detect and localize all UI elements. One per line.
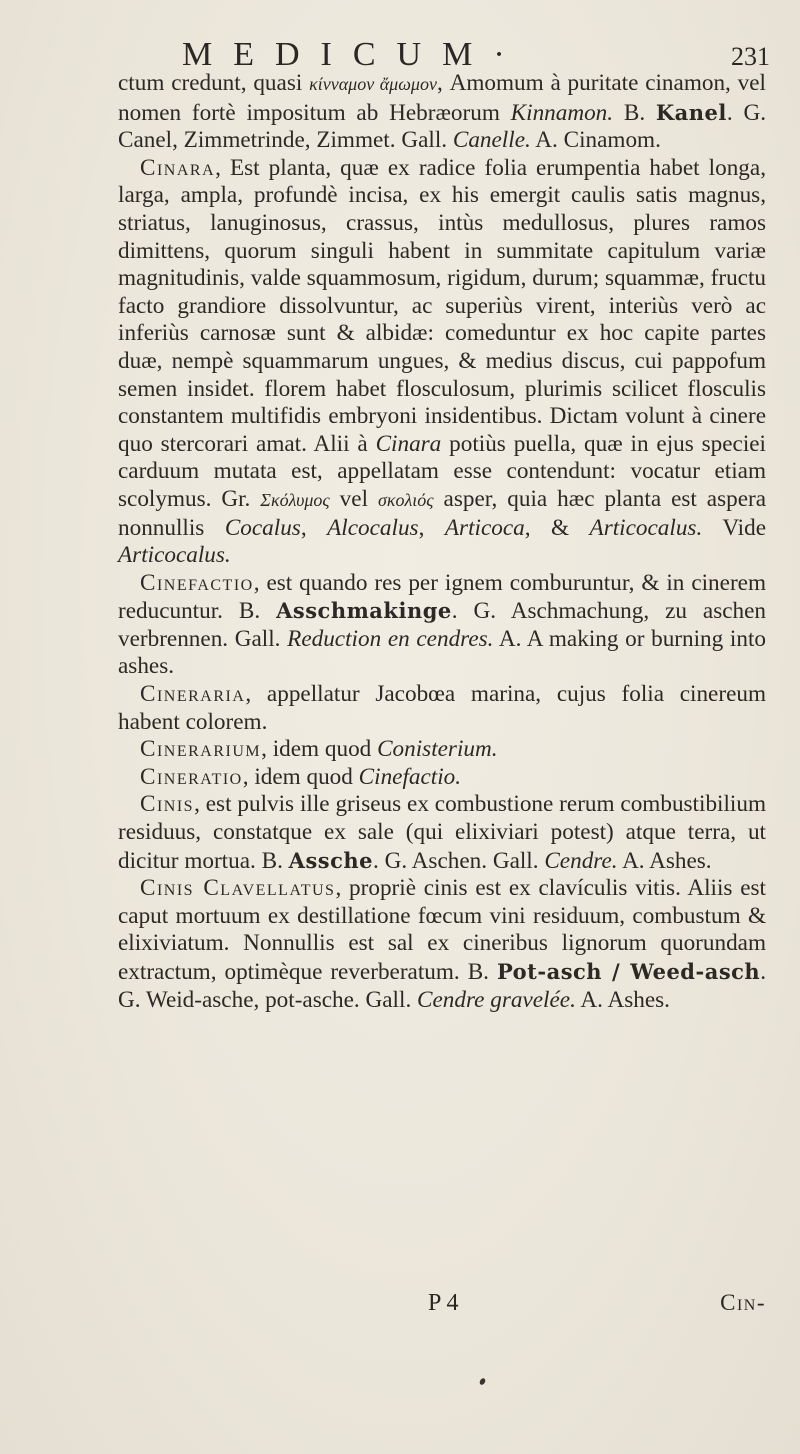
entry-text: , est pulvis ille griseus ex combustione rerum combustibilium residuus, constatque ex sale (qui elixiviari potest) atque terra, ut dicitur mortua. B. bbox=[118, 791, 766, 874]
entry-cinnamomum-cont bbox=[118, 70, 766, 155]
entry-cinerarium bbox=[118, 736, 766, 764]
page-footer bbox=[118, 1280, 766, 1320]
headword: Cinis Clavellatus bbox=[140, 875, 336, 902]
italic-term: Canelle. bbox=[452, 127, 531, 154]
entry-text: , & bbox=[524, 514, 590, 541]
headword: Cineraria bbox=[140, 681, 246, 708]
entry-text: A. Ashes. bbox=[575, 986, 670, 1013]
entry-text: , propriè cinis est ex clavículis vitis. Aliis est caput mortuum ex destillatione fœcum vini residuum, combustum & elixiviatum. Nonnullis est sal ex cineribus lignorum quorundam extractum, optimèque reverberatum. B. bbox=[118, 875, 766, 985]
italic-term: Reduction en cendres. bbox=[287, 625, 494, 652]
entry-text: , bbox=[418, 514, 445, 541]
italic-term: Cocalus bbox=[224, 514, 301, 541]
greek-term: Σκόλυμος bbox=[260, 489, 330, 510]
greek-term: κίνναμον ἄμωμον bbox=[309, 74, 437, 94]
italic-term: Kinnamon. bbox=[510, 99, 614, 126]
entry-text: . G. Aschmachung, zu aschen verbrennen. Gall. bbox=[118, 598, 766, 652]
italic-term: Articocalus. bbox=[589, 514, 703, 541]
entry-text: , est quando res per ignem comburuntur, & in cinerem reducuntur. B. bbox=[118, 569, 766, 625]
entry-text: , Est planta, quæ ex radice folia erumpentia habet longa, larga, ampla, profundè incisa, ex his emergit caulis satis magnus, striatus, lanuginosus, crassus, intùs medullosus, plures ramos dimittens, quorum singuli habent in summitate capitulum variæ magnitudinis, valde squammosum, rigidum, durum; squammæ, fructu facto grandiore dissolvuntur, ac superiùs virent, interiùs verò ac inferiùs carnosæ sunt & albidæ: comeduntur ex hoc capite partes duæ, nempè squammarum ungues, & medius discus, cui pappofum semen insidet. florem habet flosculosum, plurimis scilicet flosculis constantem multifidis embryoni insidentibus. Dictam volunt à cinere quo stercorari amat. Alii à bbox=[118, 154, 766, 457]
entry-text: vel bbox=[329, 485, 378, 512]
headword: Cineratio bbox=[140, 763, 243, 790]
signature-mark: P 4 bbox=[428, 1290, 459, 1316]
entry-text: asper, quia hæc planta est aspera nonnullis bbox=[118, 485, 766, 541]
entry-cinara bbox=[118, 155, 766, 570]
headword: Cinis bbox=[140, 791, 195, 818]
italic-term: Cendre gravelée. bbox=[417, 986, 576, 1013]
entry-text: ctum credunt, quasi bbox=[118, 70, 310, 96]
italic-term: Cinara bbox=[375, 430, 442, 457]
entry-text: , appellatur Jacobœa marina, cujus folia cinereum habent colorem. bbox=[118, 681, 766, 735]
entry-text: A. A making or burning into ashes. bbox=[118, 625, 766, 680]
entry-cinefactio bbox=[118, 570, 766, 681]
entry-cinis-clavellatus bbox=[118, 875, 766, 1014]
entry-text: B. bbox=[613, 99, 656, 126]
ink-speck bbox=[479, 1377, 487, 1386]
entry-text: , idem quod bbox=[261, 736, 378, 763]
entry-text: A. Ashes. bbox=[617, 847, 712, 874]
entry-text: , idem quod bbox=[242, 763, 359, 790]
blackletter-term: Kanel bbox=[655, 99, 727, 125]
entry-text: , bbox=[300, 514, 328, 541]
page-number: 231 bbox=[731, 42, 770, 71]
entry-text: . G. Canel, Zimmetrinde, Zimmet. Gall. bbox=[118, 99, 767, 154]
dictionary-text bbox=[118, 70, 766, 1014]
running-title: MEDICUM· bbox=[182, 36, 526, 73]
italic-term: Cinefactio. bbox=[358, 763, 462, 790]
blackletter-term: Assche bbox=[288, 847, 374, 873]
blackletter-term: Asschmakinge bbox=[276, 598, 452, 624]
entry-text: . G. Aschen. Gall. bbox=[373, 847, 545, 874]
headword: Cinerarium bbox=[140, 736, 262, 763]
entry-text: A. Cinamom. bbox=[530, 127, 661, 154]
italic-term: Cendre. bbox=[544, 847, 618, 874]
page-header bbox=[120, 18, 780, 78]
italic-term: Conisterium. bbox=[377, 736, 498, 763]
italic-term: Alcocalus bbox=[327, 514, 419, 541]
headword: Cinefactio bbox=[140, 569, 254, 596]
headword: Cinara bbox=[140, 154, 216, 181]
catchword: Cin- bbox=[720, 1290, 766, 1315]
entry-text: Vide bbox=[702, 514, 767, 541]
entry-text: , Amomum à puritate cinamon, vel nomen fortè impositum ab Hebræorum bbox=[118, 70, 766, 126]
entry-text: . G. Weid-asche, pot-asche. Gall. bbox=[118, 959, 766, 1013]
greek-term: σκολιός bbox=[377, 489, 434, 510]
blackletter-term: Pot-asch / Weed-asch bbox=[496, 959, 761, 984]
entry-cinis bbox=[118, 791, 766, 875]
entry-text: potiùs puella, quæ in ejus speciei carduum mutata est, appellatam esse contendunt: vocatur etiam scolymus. Gr. bbox=[118, 430, 766, 512]
italic-term: Articocalus. bbox=[118, 542, 231, 569]
entry-cineraria bbox=[118, 681, 766, 736]
entry-cineratio bbox=[118, 764, 766, 792]
italic-term: Articoca bbox=[444, 514, 525, 541]
